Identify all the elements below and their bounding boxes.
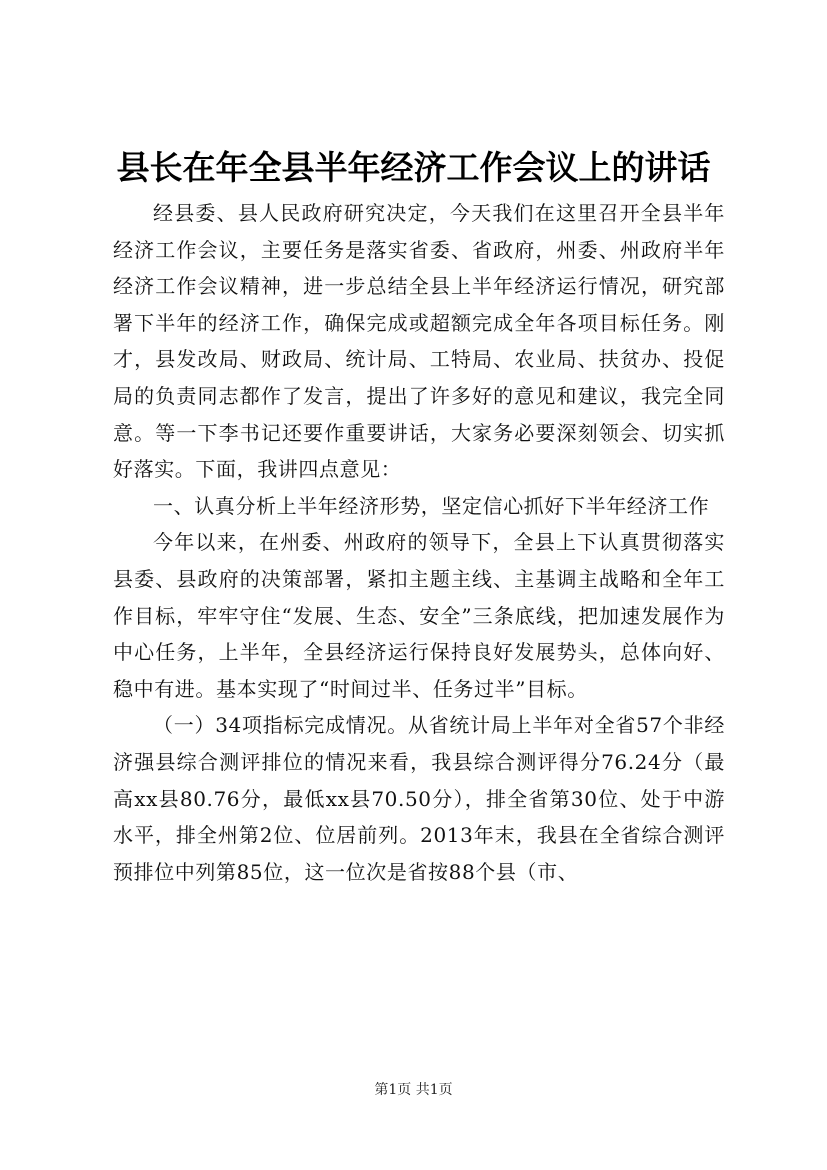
- paragraph-intro: 经县委、县人民政府研究决定，今天我们在这里召开全县半年经济工作会议，主要任务是落实省委、省政府，州委、州政府半年经济工作会议精神，进一步总结全县上半年经济运行情况，研究部署下半年的经济工作，确保完成或超额完成全年各项目标任务。刚才，县发改局、财政局、统计局、工特局、农业局、扶贫办、投促局的负责同志都作了发言，提出了许多好的意见和建议，我完全同意。等一下李书记还要作重要讲话，大家务必要深刻领会、切实抓好落实。下面，我讲四点意见：: [113, 201, 725, 482]
- document-body: [113, 195, 725, 890]
- page-footer: [0, 1080, 827, 1100]
- document-title: 县长在年全县半年经济工作会议上的讲话: [116, 148, 711, 187]
- paragraph-indicators: （一）34项指标完成情况。从省统计局上半年对全省57个非经济强县综合测评排位的情况来看，我县综合测评得分76.24分（最高xx县80.76分，最低xx县70.50分），排全省第30位、处于中游水平，排全州第2位、位居前列。2013年末，我县在全省综合测评预排位中列第85位，这一位次是省按88个县（市、: [113, 713, 725, 884]
- section-heading-1: 一、认真分析上半年经济形势，坚定信心抓好下半年经济工作: [153, 493, 710, 518]
- page-number-label: 第1页 共1页: [374, 1082, 453, 1098]
- paragraph-overview: 今年以来，在州委、州政府的领导下，全县上下认真贯彻落实县委、县政府的决策部署，紧扣主题主线、主基调主战略和全年工作目标，牢牢守住“发展、生态、安全”三条底线，把加速发展作为中心任务，上半年，全县经济运行保持良好发展势头，总体向好、稳中有进。基本实现了“时间过半、任务过半”目标。: [113, 530, 725, 701]
